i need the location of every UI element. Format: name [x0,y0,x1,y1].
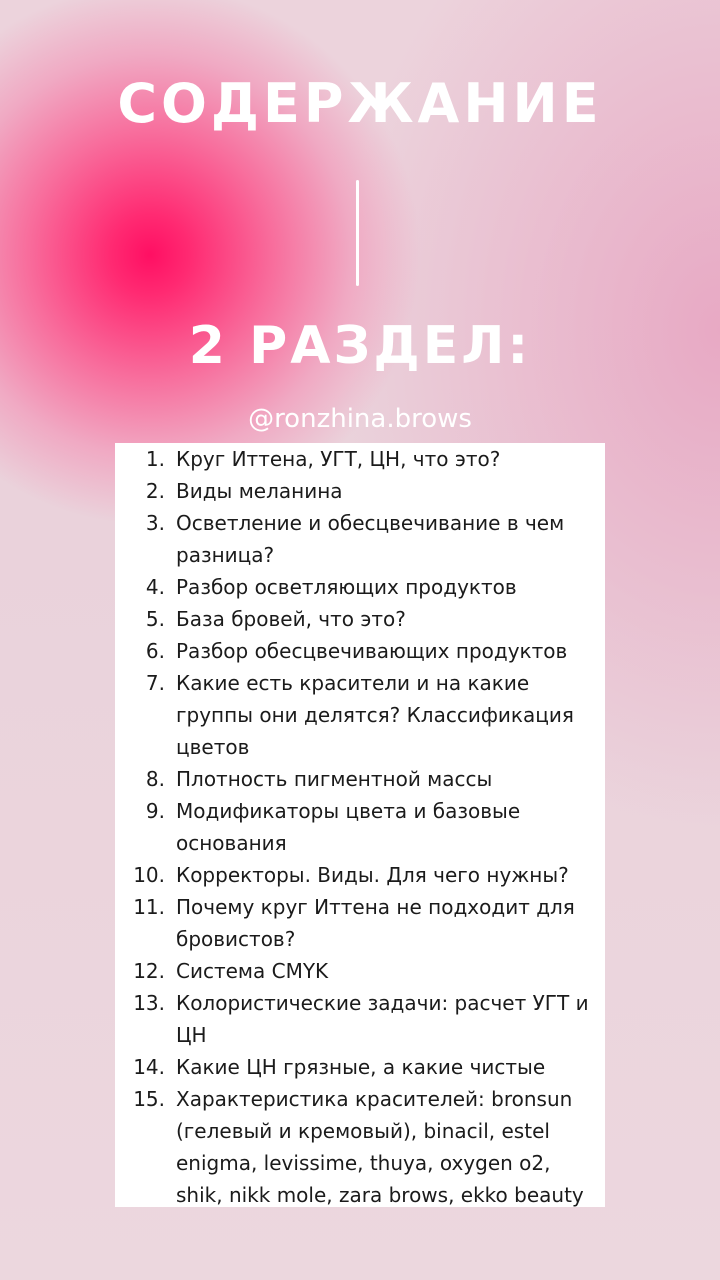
list-item [115,603,605,635]
list-item [115,859,605,891]
list-item-number: 3. [145,511,165,535]
list-item [115,475,605,507]
list-item [115,763,605,795]
list-item-text: Колористические задачи: расчет УГТ и ЦН [176,991,589,1047]
list-item-text: База бровей, что это? [176,607,406,631]
list-item-number: 15. [133,1087,165,1111]
page-title: СОДЕРЖАНИЕ [117,72,603,135]
list-item-text: Корректоры. Виды. Для чего нужны? [176,863,569,887]
list-item-number: 9. [145,799,165,823]
list-item-number: 8. [145,767,165,791]
contents-card [115,443,605,1207]
list-item-text: Система CMYK [176,959,329,983]
list-item-number: 14. [133,1055,165,1079]
list-item-text: Разбор осветляющих продуктов [176,575,517,599]
list-item-text: Виды меланина [176,479,343,503]
list-item-text: Какие есть красители и на какие группы они делятся? Классификация цветов [176,671,574,759]
list-item-number: 10. [133,863,165,887]
list-item [115,571,605,603]
list-item-text: Осветление и обесцвечивание в чем разница? [176,511,565,567]
list-item-text: Характеристика красителей: bronsun (гелевый и кремовый), binacil, estel enigma, levissime, thuya, oxygen o2, shik, nikk mole, zara brows, ekko beauty [176,1087,584,1207]
list-item-number: 13. [133,991,165,1015]
list-item-text: Почему круг Иттена не подходит для бровистов? [176,895,575,951]
list-item [115,667,605,763]
list-item-text: Разбор обесцвечивающих продуктов [176,639,568,663]
list-item-number: 4. [145,575,165,599]
list-item [115,443,605,475]
list-item-number: 6. [145,639,165,663]
list-item [115,1083,605,1207]
list-item-text: Модификаторы цвета и базовые основания [176,799,521,855]
contents-list [115,443,605,1207]
list-item-text: Какие ЦН грязные, а какие чистые [176,1055,546,1079]
vertical-divider [356,180,359,286]
list-item-number: 1. [145,447,165,471]
list-item-number: 5. [145,607,165,631]
list-item [115,955,605,987]
list-item [115,507,605,571]
section-heading: 2 РАЗДЕЛ: [188,316,532,376]
list-item-number: 7. [145,671,165,695]
author-handle[interactable]: @ronzhina.brows [248,404,472,434]
list-item [115,987,605,1051]
list-item-text: Круг Иттена, УГТ, ЦН, что это? [176,447,501,471]
list-item [115,635,605,667]
list-item-text: Плотность пигментной массы [176,767,493,791]
list-item-number: 11. [133,895,165,919]
list-item [115,1051,605,1083]
list-item [115,891,605,955]
list-item-number: 12. [133,959,165,983]
list-item-number: 2. [145,479,165,503]
list-item [115,795,605,859]
